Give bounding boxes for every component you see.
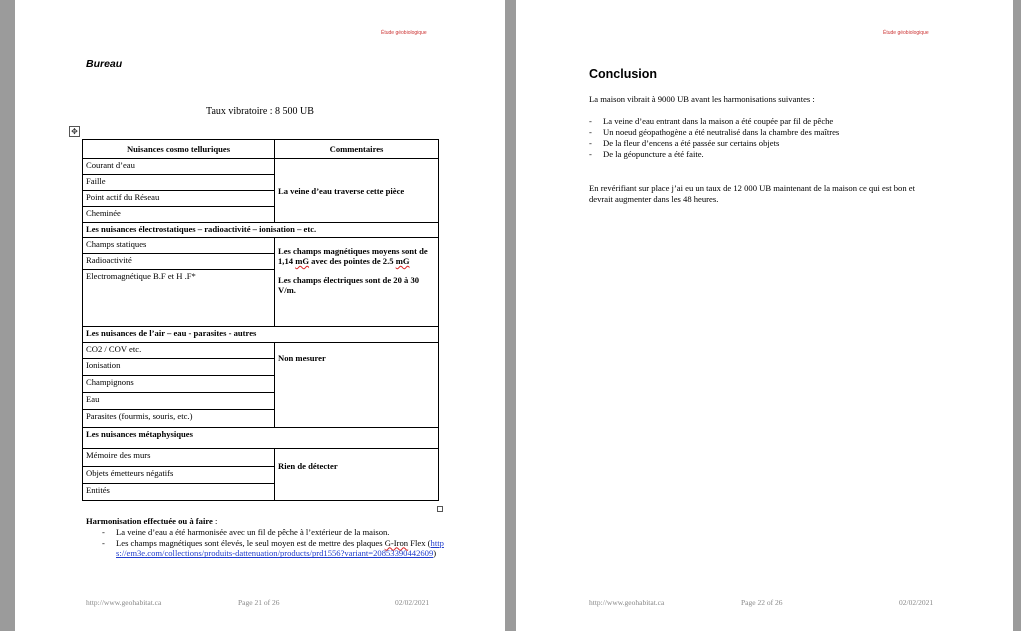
list-item: - La veine d’eau a été harmonisée avec un fil de pêche à l’extérieur de la maison. xyxy=(116,527,446,538)
harmonisation-title: Harmonisation effectuée ou à faire : xyxy=(86,516,218,526)
comment-cell: Rien de détecter xyxy=(275,449,439,501)
table-cell: Cheminée xyxy=(83,207,275,223)
table-cell: Champignons xyxy=(83,376,275,393)
footer-url: http://www.geohabitat.ca xyxy=(86,598,162,607)
conclusion-list-wrap xyxy=(589,116,839,160)
section-title: Bureau xyxy=(86,58,123,70)
list-item: - La veine d’eau entrant dans la maison a été coupée par fil de pêche xyxy=(603,116,839,127)
page-header: Étude géobiologique xyxy=(381,30,427,36)
table-row xyxy=(83,159,439,175)
vibration-rate: Taux vibratoire : 8 500 UB xyxy=(206,106,314,117)
footer-date: 02/02/2021 xyxy=(395,598,430,607)
list-item: - Les champs magnétiques sont élevés, le seul moyen est de mettre des plaques G-Iron Flex (https://em3e.com/collections/produits-dattenuation/products/prd1556?variant=20853390442609) xyxy=(116,538,446,560)
footer-page-number: Page 21 of 26 xyxy=(238,598,280,607)
comment-text: Les champs électriques sont de 20 à 30 V/m. xyxy=(278,275,420,295)
footer-page-number: Page 22 of 26 xyxy=(741,598,783,607)
document-page-21 xyxy=(15,0,505,631)
table-cell: Champs statiques xyxy=(83,238,275,254)
table-cell: Ionisation xyxy=(83,359,275,376)
comment-cell: La veine d’eau traverse cette pièce xyxy=(275,159,439,223)
page-header: Étude géobiologique xyxy=(883,30,929,36)
conclusion-closing: En revérifiant sur place j’ai eu un taux de 12 000 UB maintenant de la maison ce qui est bon et devrait augmenter dans les 48 heures. xyxy=(589,183,915,204)
table-cell: Eau xyxy=(83,393,275,410)
table-cell: Electromagnétique B.F et H .F* xyxy=(83,270,275,327)
document-page-22 xyxy=(516,0,1013,631)
conclusion-title: Conclusion xyxy=(589,67,658,81)
conclusion-intro: La maison vibrait à 9000 UB avant les harmonisations suivantes : xyxy=(589,94,815,104)
comment-cell: Non mesurer xyxy=(275,343,439,428)
table-cell: Courant d’eau xyxy=(83,159,275,175)
column-header: Nuisances cosmo telluriques xyxy=(83,140,275,159)
conclusion-list xyxy=(589,116,839,160)
category-cell: Les nuisances électrostatiques – radioactivité – ionisation – etc. xyxy=(83,223,439,238)
nuisances-table xyxy=(82,139,439,501)
category-row xyxy=(83,223,439,238)
comment-cell xyxy=(275,238,439,327)
harmonisation-list xyxy=(86,527,446,559)
table-row xyxy=(83,238,439,254)
harmonisation-section xyxy=(86,516,446,559)
table-cell: Entités xyxy=(83,484,275,501)
table-cell: Objets émetteurs négatifs xyxy=(83,467,275,484)
product-link[interactable]: https://em3e.com/collections/produits-dattenuation/products/prd1556?variant=20853390442609 xyxy=(116,537,444,559)
table-row xyxy=(83,449,439,467)
table-cell: Radioactivité xyxy=(83,254,275,270)
table-cell: Parasites (fourmis, souris, etc.) xyxy=(83,410,275,428)
table-row xyxy=(83,343,439,359)
table-cell: CO2 / COV etc. xyxy=(83,343,275,359)
category-cell: Les nuisances de l’air – eau - parasites - autres xyxy=(83,327,439,343)
table-cell: Point actif du Réseau xyxy=(83,191,275,207)
table-resize-handle[interactable] xyxy=(437,506,443,512)
list-item: - De la fleur d’encens a été passée sur certains objets xyxy=(603,138,839,149)
category-row xyxy=(83,428,439,449)
table-cell: Faille xyxy=(83,175,275,191)
column-header: Commentaires xyxy=(275,140,439,159)
category-cell: Les nuisances métaphysiques xyxy=(83,428,439,449)
comment-text: Les champs magnétiques moyens sont de 1,14 mG avec des pointes de 2.5 mG xyxy=(278,246,428,266)
list-item: - De la géopuncture a été faite. xyxy=(603,149,839,160)
footer-url: http://www.geohabitat.ca xyxy=(589,598,665,607)
table-header-row xyxy=(83,140,439,159)
table-cell: Mémoire des murs xyxy=(83,449,275,467)
table-move-handle-icon[interactable]: ✥ xyxy=(69,126,80,137)
list-item: - Un noeud géopathogène a été neutralisé dans la chambre des maîtres xyxy=(603,127,839,138)
footer-date: 02/02/2021 xyxy=(899,598,934,607)
category-row xyxy=(83,327,439,343)
